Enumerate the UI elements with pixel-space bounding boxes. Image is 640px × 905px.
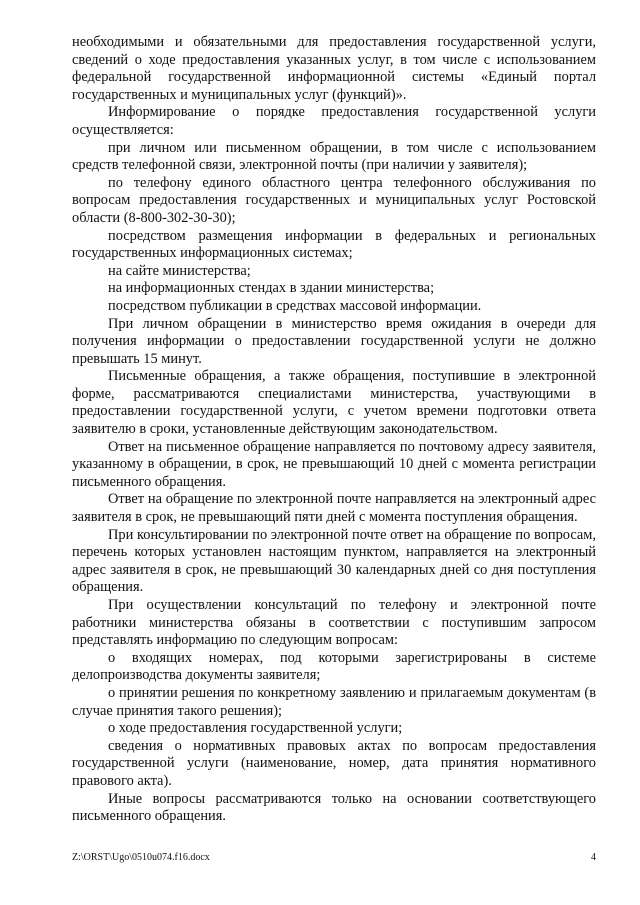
paragraph-6: на сайте министерства; (108, 262, 251, 279)
paragraph-19: Иные вопросы рассматриваются только на основании соответствующего письменного обращения. (72, 790, 596, 825)
paragraph-3: при личном или письменном обращении, в том числе с использованием средств телефонной связи, электронной почты (при наличии у заявителя); (72, 139, 596, 174)
paragraph-9: При личном обращении в министерство время ожидания в очереди для получения информации о предоставлении государственной услуги не должно превышать 15 минут. (72, 315, 596, 367)
paragraph-8: посредством публикации в средствах массовой информации. (108, 297, 482, 314)
paragraph-14: При осуществлении консультаций по телефону и электронной почте работники министерства обязаны в соответствии с поступившим запросом представлять информацию по следующим вопросам: (72, 597, 596, 649)
paragraph-17: о ходе предоставления государственной услуги; (108, 720, 403, 737)
paragraph-5: посредством размещения информации в федеральных и региональных государственных информационных системах; (72, 227, 596, 262)
paragraph-12: Ответ на обращение по электронной почте направляется на электронный адрес заявителя в срок, не превышающий пяти дней с момента поступления обращения. (72, 491, 596, 526)
paragraph-7: на информационных стендах в здании министерства; (108, 280, 435, 297)
paragraph-15: о входящих номерах, под которыми зарегистрированы в системе делопроизводства документы заявителя; (72, 649, 596, 684)
paragraph-1: необходимыми и обязательными для предоставления государственной услуги, сведений о ходе предоставления указанных услуг, в том числе с использованием федеральной государственной информационной системы «Единый портал государственных и муниципальных услуг (функций)». (72, 34, 596, 103)
page-number: 4 (591, 852, 596, 863)
paragraph-10: Письменные обращения, а также обращения, поступившие в электронной форме, рассматриваются специалистами министерства, участвующими в предоставлении государственной услуги, с учетом времени подготовки ответа заявителю в сроки, установленные действующим законодательством. (72, 368, 596, 438)
paragraph-4: по телефону единого областного центра телефонного обслуживания по вопросам предоставления государственных и муниципальных услуг Ростовской области (8-800-302-30-30); (72, 174, 596, 226)
paragraph-11: Ответ на письменное обращение направляется по почтовому адресу заявителя, указанному в обращении, в срок, не превышающий 10 дней с момента регистрации письменного обращения. (72, 438, 596, 490)
paragraph-2: Информирование о порядке предоставления государственной услуги осуществляется: (72, 104, 596, 138)
footer-file-path: Z:\ORST\Ugo\0510u074.f16.docx (72, 852, 210, 863)
paragraph-18: сведения о нормативных правовых актах по вопросам предоставления государственной услуги (наименование, номер, дата принятия нормативного правового акта). (72, 737, 596, 789)
document-body (72, 34, 596, 826)
paragraph-13: При консультировании по электронной почте ответ на обращение по вопросам, перечень которых установлен настоящим пунктом, направляется на электронный адрес заявителя в срок, не превышающий 30 календарных дней со дня поступления обращения. (72, 526, 596, 596)
paragraph-16: о принятии решения по конкретному заявлению и прилагаемым документам (в случае принятия такого решения); (72, 684, 596, 719)
